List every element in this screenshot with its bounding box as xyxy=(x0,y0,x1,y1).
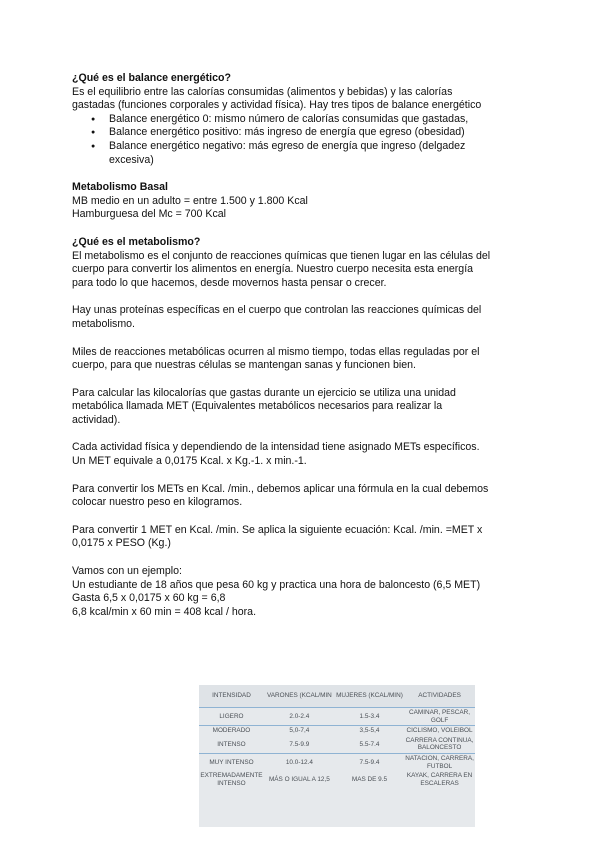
table-cell: 7.5-9.4 xyxy=(335,753,404,771)
table-cell: CICLISMO, VOLEIBOL xyxy=(404,726,475,736)
table-cell: NATACION, CARRERA, FUTBOL xyxy=(405,754,474,770)
table-row xyxy=(199,708,475,726)
balance-heading: ¿Qué es el balance energético? xyxy=(72,72,231,84)
paragraph: Para convertir 1 MET en Kcal. /min. Se aplica la siguiente ecuación: Kcal. /min. =MET x 0,0175 x PESO (Kg.) xyxy=(72,523,483,550)
table-header: ACTIVIDADES xyxy=(404,685,475,708)
table-cell: MUY INTENSO xyxy=(199,753,264,771)
paragraph: Cada actividad física y dependiendo de la intensidad tiene asignado METs específicos. Un MET equivale a 0,0175 Kcal. x Kg.-1. x min.-1. xyxy=(72,441,480,468)
table-row xyxy=(199,726,475,736)
table-cell: 7.5-9.9 xyxy=(289,740,310,748)
table-cell: 1.5-3.4 xyxy=(359,712,380,720)
basal-heading: Metabolismo Basal xyxy=(72,181,168,194)
table-cell: MODERADO xyxy=(199,726,264,736)
paragraph: Para convertir los METs en Kcal. /min., debemos aplicar una fórmula en la cual debemos colocar nuestro peso en kilogramos. xyxy=(72,482,489,509)
table-cell: LIGERO xyxy=(219,712,244,720)
paragraph: Hay unas proteínas específicas en el cuerpo que controlan las reacciones químicas del metabolismo. xyxy=(72,304,482,330)
table-header: VARONES (KCAL/MIN xyxy=(264,685,335,708)
table-cell: 3,5-5,4 xyxy=(335,726,404,736)
table-cell: 5.5-7.4 xyxy=(359,740,380,748)
table-cell: CARRERA CONTINUA, BALONCESTO xyxy=(405,736,474,752)
example-line: Vamos con un ejemplo: xyxy=(72,565,182,578)
document-body xyxy=(72,72,492,619)
table-row xyxy=(199,736,475,754)
intensity-table xyxy=(199,685,475,788)
metabolismo-heading: ¿Qué es el metabolismo? xyxy=(72,235,201,248)
table-cell: 2.0-2.4 xyxy=(289,712,310,720)
basal-line: MB medio en un adulto = entre 1.500 y 1.800 Kcal xyxy=(72,194,308,207)
balance-intro: Es el equilibrio entre las calorías consumidas (alimentos y bebidas) y las calorías gastadas (funciones corporales y actividad física). Hay tres tipos de balance energético xyxy=(72,85,482,112)
table-cell: MÁS O IGUAL A 12,5 xyxy=(268,775,330,783)
table-cell: EXTREMADAMENTE INTENSO xyxy=(200,772,263,787)
list-item: ● Balance energético negativo: más egreso de energía que ingreso (delgadez excesiva) xyxy=(109,140,492,167)
paragraph: Miles de reacciones metabólicas ocurren al mismo tiempo, todas ellas reguladas por el cuerpo, para que nuestras células se mantengan sanas y funcionen bien. xyxy=(72,345,480,372)
example-line: 6,8 kcal/min x 60 min = 408 kcal / hora. xyxy=(72,605,257,618)
table-cell: CAMINAR, PESCAR, GOLF xyxy=(409,709,471,724)
table-cell: 10.0-12.4 xyxy=(264,753,335,771)
table-row xyxy=(199,771,475,788)
table-header: MUJERES (KCAL/MIN) xyxy=(335,685,404,708)
basal-line: Hamburguesa del Mc = 700 Kcal xyxy=(72,208,226,221)
table-header: INTENSIDAD xyxy=(199,685,264,708)
table-cell: INTENSO xyxy=(217,740,246,748)
intensity-table-image xyxy=(199,685,475,827)
list-item: ● Balance energético positivo: más ingreso de energía que egreso (obesidad) xyxy=(109,126,492,140)
paragraph: Para calcular las kilocalorías que gastas durante un ejercicio se utiliza una unidad metabólica llamada MET (Equivalentes metabólicos necesarios para realizar la actividad). xyxy=(72,386,456,426)
paragraph: El metabolismo es el conjunto de reacciones químicas que tienen lugar en las células del cuerpo para convertir los alimentos en energía. Nuestro cuerpo necesita esta energía para todo lo que hacemos, desde movernos hasta pensar o crecer. xyxy=(72,249,491,289)
table-cell: 5,0-7,4 xyxy=(264,726,335,736)
example-line: Un estudiante de 18 años que pesa 60 kg y practica una hora de baloncesto (6,5 MET) Gasta 6,5 x 0,0175 x 60 kg = 6,8 xyxy=(72,578,481,605)
table-row xyxy=(199,753,475,771)
table-cell: MAS DE 9.5 xyxy=(351,775,388,783)
table-header-row xyxy=(199,685,475,708)
table-cell: KAYAK, CARRERA EN ESCALERAS xyxy=(406,772,473,787)
list-item: ● Balance energético 0: mismo número de calorías consumidas que gastadas, xyxy=(109,113,492,127)
balance-list xyxy=(72,113,492,167)
